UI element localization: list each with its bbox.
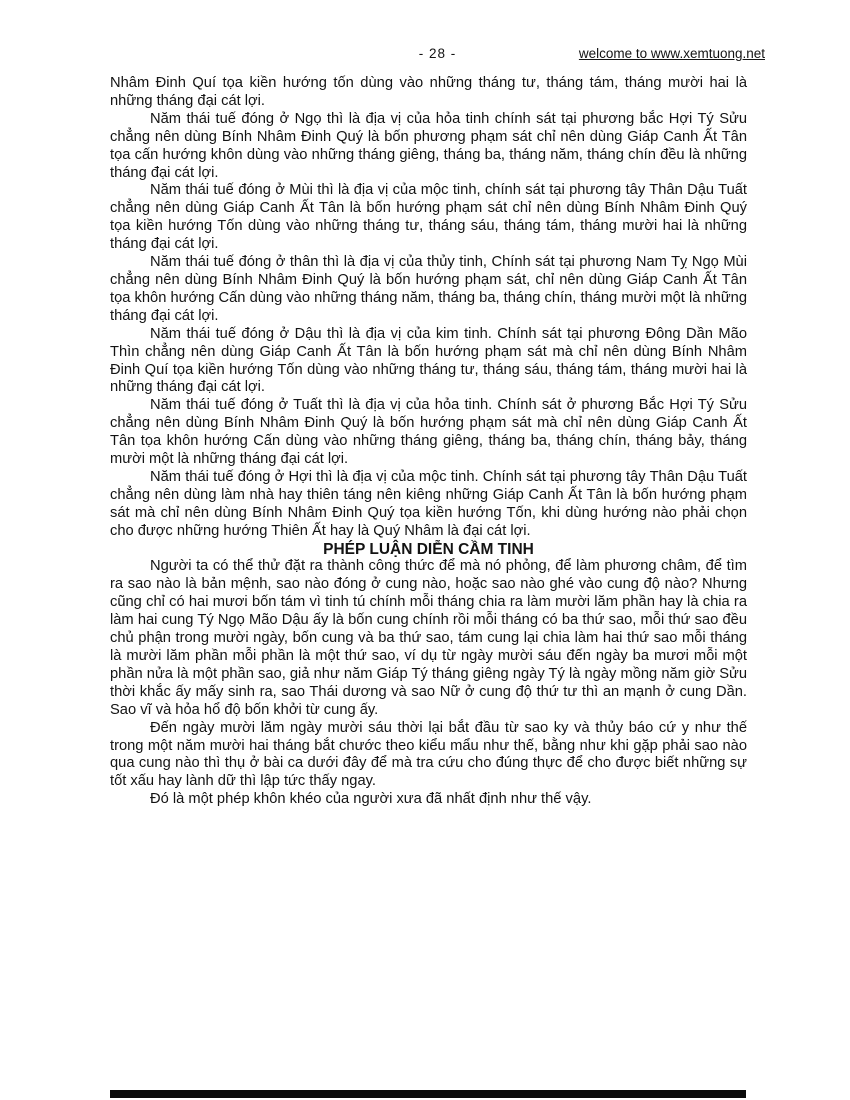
document-body (110, 75, 747, 809)
section-heading: PHÉP LUẬN DIỄN CẦM TINH (323, 540, 534, 558)
body-paragraph: Người ta có thể thử đặt ra thành công thức để mà nó phỏng, để làm phương châm, để tìm ra sao nào là bản mệnh, sao nào đóng ở cung nào, hoặc sao nào ghé vào cung độ nào? Nhưng cũng chỉ có hai mươi bốn tám vì tinh tú chính mỗi tháng chia ra làm mười lăm phần hay là chia ra làm hai cung Tý Ngọ Mão Dậu ấy là bốn cung chính rồi mỗi tháng có ba thứ sao, mỗi thứ sao đều chủ phận trong mười ngày, bốn cung và ba thứ sao, tám cung lại chia làm hai thứ sao mỗi tháng là mười lăm phần mỗi phần là một thứ sao, ví dụ từ ngày mười sáu đến ngày ba mươi mỗi một phần nửa là một phần sao, giả như năm Giáp Tý tháng giêng ngày Tý là ngày mồng năm giờ Sửu thời khắc ấy mấy sinh ra, sao Thái dương và sao Nữ ở cung độ thứ tư thì an mạnh ở cung Dần. Sao vĩ và hỏa hổ độ bốn khởi từ cung ấy. (110, 558, 747, 718)
body-paragraph: Đó là một phép khôn khéo của người xưa đã nhất định như thế vậy. (150, 791, 592, 808)
site-link[interactable]: welcome to www.xemtuong.net (578, 46, 765, 61)
page-header (110, 46, 765, 66)
body-paragraph: Năm thái tuế đóng ở Hợi thì là địa vị của mộc tinh. Chính sát tại phương tây Thân Dậu Tuất chẳng nên dùng làm nhà hay thiên táng nên kiêng những Giáp Canh Ất Tân là bốn hướng phạm sát mà chỉ nên dùng Bính Nhâm Đinh Quý tọa kiền hướng Tốn, khi dùng hướng nào phải chọn cho được những hướng Thiên Ất hay là Quý Nhâm là đại cát lợi. (110, 468, 747, 539)
body-paragraph: Năm thái tuế đóng ở Mùi thì là địa vị của mộc tinh, chính sát tại phương tây Thân Dậu Tuất chẳng nên dùng Giáp Canh Ất Tân là bốn hướng phạm sát chỉ nên dùng Bính Nhâm Đinh Quý tọa kiền hướng Tốn dùng vào những tháng tư, tháng sáu, tháng tám, tháng mười hai là những tháng đại cát lợi. (110, 182, 747, 253)
paragraph-group-after-heading (110, 558, 747, 809)
body-paragraph: Năm thái tuế đóng ở thân thì là địa vị của thủy tinh, Chính sát tại phương Nam Tỵ Ngọ Mùi chẳng nên dùng Bính Nhâm Đinh Quý là bốn hướng phạm sát, chỉ nên dùng Giáp Canh Ất Tân tọa khôn hướng Cấn dùng vào những tháng năm, tháng ba, tháng chín, tháng mười một là những tháng đại cát lợi. (110, 254, 747, 324)
body-paragraph: Đến ngày mười lăm ngày mười sáu thời lại bắt đầu từ sao ky và thủy báo cứ y như thế trong một năm mười hai tháng bắt chước theo kiểu mẩu như thế, bằng như khi gặp phải sao nào qua cung nào thì thụ ở bài ca dưới đây để mà tra cứu cho đúng thực để cho được biết những sự tốt xấu hay lành dữ thì lập tức thấy ngay. (110, 719, 747, 790)
body-paragraph: Nhâm Đinh Quí tọa kiền hướng tốn dùng vào những tháng tư, tháng tám, tháng mười hai là những tháng đại cát lợi. (110, 75, 747, 109)
page-number: - 28 - (418, 46, 457, 61)
scan-artifact-bar (110, 1090, 746, 1098)
body-paragraph: Năm thái tuế đóng ở Ngọ thì là địa vị của hỏa tinh chính sát tại phương bắc Hợi Tý Sửu chẳng nên dùng Bính Nhâm Đinh Quý là bốn phương phạm sát chỉ nên dùng Giáp Canh Ất Tân tọa cấn hướng khôn dùng vào những tháng giêng, tháng ba, tháng năm, tháng chín đều là những tháng đại cát lợi. (110, 110, 747, 181)
body-paragraph: Năm thái tuế đóng ở Tuất thì là địa vị của hỏa tinh. Chính sát ở phương Bắc Hợi Tý Sửu chẳng nên dùng Bính Nhâm Đinh Quý là bốn hướng phạm sát mà chỉ nên dùng Giáp Canh Ất Tân tọa khôn hướng Cấn dùng vào những tháng giêng, tháng ba, tháng chín, tháng bảy, tháng mười một là những tháng đại cát lợi. (110, 397, 747, 468)
paragraph-group-before-heading (110, 75, 747, 541)
body-paragraph: Năm thái tuế đóng ở Dậu thì là địa vị của kim tinh. Chính sát tại phương Đông Dần Mão Thìn chẳng nên dùng Giáp Canh Ất Tân là bốn hướng phạm sát mà chỉ nên dùng Bính Nhâm Đinh Quí tọa kiền hướng Tốn dùng vào những tháng tư, tháng sáu, tháng tám, tháng mười hai là những tháng đại cát lợi. (110, 325, 747, 396)
